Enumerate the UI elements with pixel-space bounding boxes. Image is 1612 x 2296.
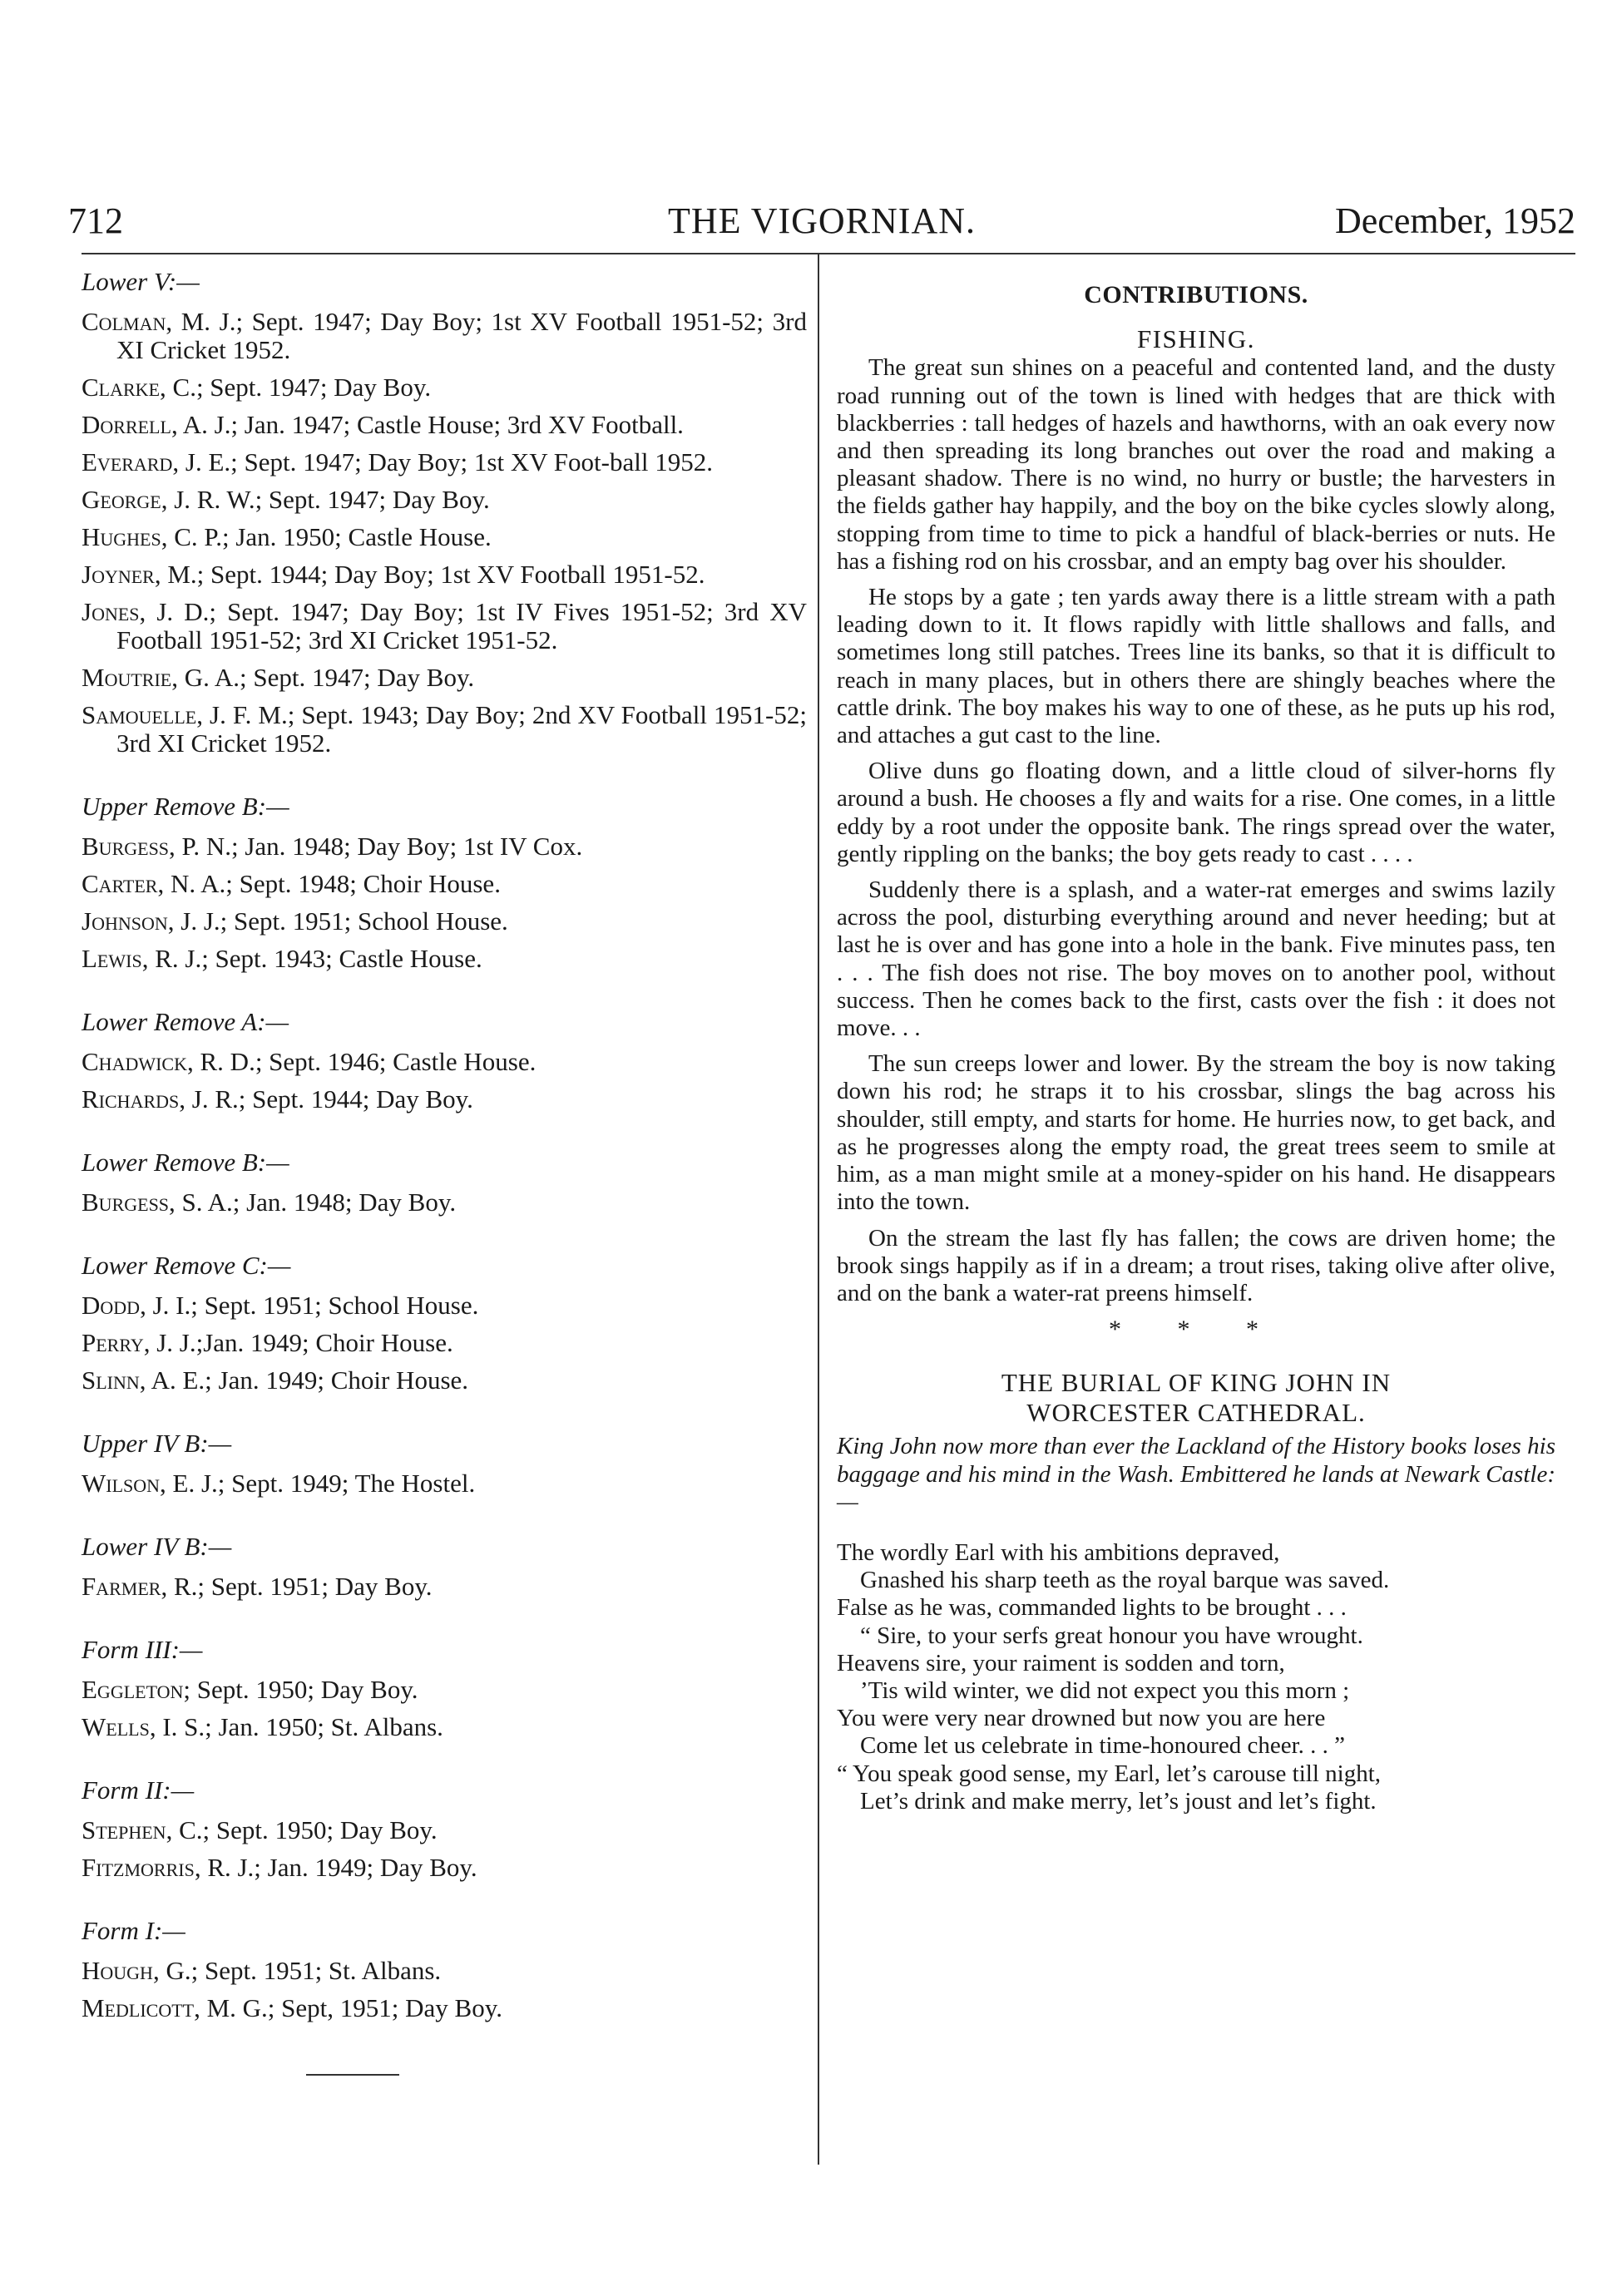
pupil-surname: Joyner: [82, 560, 155, 589]
form-heading: Lower IV B:—: [82, 1532, 232, 1561]
pupil-surname: Farmer: [82, 1572, 161, 1601]
burial-title-line-2: WORCESTER CATHEDRAL.: [1026, 1398, 1366, 1428]
pupil-surname: Wells: [82, 1712, 150, 1741]
article-paragraph: On the stream the last fly has fallen; the cows are driven home; the brook sings happily as if in a dream; a trout rises, taking olive after olive, and on the bank a water-rat preens himself.: [837, 1224, 1555, 1306]
form-section: [82, 1008, 807, 1113]
form-section: [82, 1148, 807, 1217]
pupil-surname: Jones: [82, 597, 140, 626]
pupil-entry: [82, 870, 807, 898]
pupil-details: , R. J.; Jan. 1949; Day Boy.: [194, 1853, 477, 1882]
pupil-details: , M. G.; Sept, 1951; Day Boy.: [194, 1993, 502, 2022]
pupil-details: , R. J.; Sept. 1943; Castle House.: [141, 944, 482, 973]
article-paragraph: The sun creeps lower and lower. By the stream the boy is now taking down his rod; he straps it to his crossbar, slings the bag across his shoulder, still empty, and starts for home. He hurries now, to get back, and as he progresses along the empty road, the great trees seem to smile at him, as a man might smile at a money-spider on his hand. He disappears into the town.: [837, 1050, 1555, 1216]
pupil-surname: Stephen: [82, 1815, 166, 1844]
pupil-surname: Richards: [82, 1084, 180, 1113]
pupil-entry: [82, 1291, 807, 1320]
issue-date: December, 1952: [1334, 200, 1575, 241]
form-heading: Upper IV B:—: [82, 1429, 232, 1458]
pupil-surname: Colman: [82, 307, 166, 336]
pupil-entry: [82, 701, 807, 758]
pupil-details: , S. A.; Jan. 1948; Day Boy.: [169, 1188, 457, 1217]
form-heading: Lower Remove C:—: [82, 1251, 291, 1280]
pupil-surname: Everard: [82, 447, 173, 476]
pupil-details: , J. I.; Sept. 1951; School House.: [140, 1291, 479, 1320]
form-heading: Lower Remove A:—: [82, 1007, 289, 1036]
pupil-surname: Samouelle: [82, 700, 197, 729]
pupil-details: , E. J.; Sept. 1949; The Hostel.: [160, 1469, 476, 1498]
leavers-list: [82, 268, 807, 2057]
pupil-surname: Burgess: [82, 832, 170, 861]
verse-line: Gnashed his sharp teeth as the royal barque was saved.: [860, 1567, 1390, 1594]
form-section: [82, 792, 807, 973]
form-section: [82, 1636, 807, 1741]
burial-title-line-1: THE BURIAL OF KING JOHN IN: [1001, 1368, 1392, 1398]
pupil-surname: Moutrie: [82, 663, 172, 692]
pupil-entry: [82, 560, 807, 589]
fishing-article: [837, 354, 1555, 1307]
pupil-surname: Chadwick: [82, 1047, 187, 1076]
form-heading: Lower Remove B:—: [82, 1148, 289, 1177]
pupil-surname: Perry: [82, 1328, 144, 1357]
burial-title: [837, 1368, 1555, 1428]
pupil-entry: [82, 308, 807, 364]
pupil-details: , M.; Sept. 1944; Day Boy; 1st XV Football 1951-52.: [154, 560, 705, 589]
pupil-details: , J. J.; Sept. 1951; School House.: [167, 906, 508, 936]
pupil-surname: George: [82, 485, 161, 514]
verse-line: Heavens sire, your raiment is sodden and torn,: [837, 1649, 1285, 1676]
header-rule: [82, 253, 1575, 254]
pupil-entry: [82, 1469, 807, 1498]
end-rule: [306, 2074, 399, 2076]
pupil-surname: Clarke: [82, 373, 161, 402]
pupil-details: , J. F. M.; Sept. 1943; Day Boy; 2nd XV Football 1951-52; 3rd XI Cricket 1952.: [116, 700, 807, 758]
pupil-details: , G.; Sept. 1951; St. Albans.: [152, 1956, 442, 1985]
pupil-entry: [82, 832, 807, 861]
pupil-details: , J. R.; Sept. 1944; Day Boy.: [179, 1084, 473, 1113]
pupil-entry: [82, 1816, 807, 1844]
column-divider: [818, 254, 819, 2165]
pupil-surname: Wilson: [82, 1469, 161, 1498]
verse-line: False as he was, commanded lights to be brought . . .: [837, 1594, 1347, 1622]
form-heading: Upper Remove B:—: [82, 792, 289, 821]
pupil-details: , R.; Sept. 1951; Day Boy.: [161, 1572, 433, 1601]
pupil-surname: Medlicott: [82, 1993, 195, 2022]
pupil-details: , J. E.; Sept. 1947; Day Boy; 1st XV Foot-ball 1952.: [172, 447, 713, 476]
pupil-entry: [82, 373, 807, 402]
pupil-entry: [82, 1188, 807, 1217]
pupil-details: , G. A.; Sept. 1947; Day Boy.: [171, 663, 475, 692]
form-heading: Form I:—: [82, 1916, 185, 1945]
pupil-entry: [82, 1854, 807, 1882]
pupil-surname: Johnson: [82, 906, 168, 936]
form-section: [82, 1776, 807, 1882]
pupil-entry: [82, 1366, 807, 1395]
pupil-details: , J. J.;Jan. 1949; Choir House.: [143, 1328, 453, 1357]
pupil-surname: Slinn: [82, 1365, 140, 1395]
pupil-details: , M. J.; Sept. 1947; Day Boy; 1st XV Football 1951-52; 3rd XI Cricket 1952.: [116, 307, 807, 364]
form-section: [82, 1533, 807, 1601]
verse-line: “ You speak good sense, my Earl, let’s carouse till night,: [837, 1760, 1382, 1787]
pupil-entry: [82, 598, 807, 654]
pupil-entry: [82, 411, 807, 439]
fishing-title: FISHING.: [1136, 324, 1256, 354]
form-section: [82, 1252, 807, 1395]
pupil-entry: [82, 1048, 807, 1076]
pupil-entry: [82, 1957, 807, 1985]
poem-verse: [837, 1539, 1555, 1815]
pupil-surname: Eggleton: [82, 1675, 184, 1704]
pupil-details: , I. S.; Jan. 1950; St. Albans.: [149, 1712, 443, 1741]
pupil-details: , N. A.; Sept. 1948; Choir House.: [157, 869, 501, 898]
form-section: [82, 268, 807, 758]
pupil-entry: [82, 486, 807, 514]
pupil-entry: [82, 945, 807, 973]
pupil-details: , J. R. W.; Sept. 1947; Day Boy.: [161, 485, 490, 514]
form-heading: Form II:—: [82, 1775, 195, 1805]
form-section: [82, 1429, 807, 1498]
pupil-entry: [82, 1329, 807, 1357]
pupil-details: , P. N.; Jan. 1948; Day Boy; 1st IV Cox.: [169, 832, 583, 861]
pupil-details: , J. D.; Sept. 1947; Day Boy; 1st IV Fives 1951-52; 3rd XV Football 1951-52; 3rd XI Cricket 1951-52.: [116, 597, 807, 654]
form-heading: Form III:—: [82, 1635, 203, 1664]
journal-title: THE VIGORNIAN.: [667, 200, 977, 241]
pupil-surname: Lewis: [82, 944, 142, 973]
pupil-surname: Dodd: [82, 1291, 141, 1320]
form-section: [82, 1917, 807, 2022]
poem-introduction: King John now more than ever the Lackland of the History books loses his baggage and his mind in the Wash. Embittered he lands at Newark Castle:—: [837, 1433, 1555, 1515]
pupil-details: , R. D.; Sept. 1946; Castle House.: [187, 1047, 537, 1076]
contributions-column: [837, 281, 1555, 1815]
contributions-heading: CONTRIBUTIONS.: [1084, 281, 1308, 309]
pupil-surname: Burgess: [82, 1188, 170, 1217]
pupil-entry: [82, 1713, 807, 1741]
form-heading: Lower V:—: [82, 267, 200, 296]
verse-line: Come let us celebrate in time-honoured cheer. . . ”: [860, 1732, 1346, 1760]
pupil-surname: Carter: [82, 869, 158, 898]
verse-line: ’Tis wild winter, we did not expect you this morn ;: [860, 1676, 1350, 1704]
pupil-entry: [82, 1994, 807, 2022]
pupil-details: , C.; Sept. 1947; Day Boy.: [160, 373, 432, 402]
pupil-details: , A. J.; Jan. 1947; Castle House; 3rd XV Football.: [171, 410, 684, 439]
pupil-surname: Hughes: [82, 522, 161, 551]
page-header: [68, 196, 1575, 246]
article-paragraph: Olive duns go floating down, and a little cloud of silver-horns fly around a bush. He chooses a fly and waits for a rise. One comes, in a little eddy by a root under the opposite bank. The rings spread over the water, gently rippling on the banks; the boy gets ready to cast . . . .: [837, 758, 1555, 867]
pupil-entry: [82, 1676, 807, 1704]
article-paragraph: Suddenly there is a splash, and a water-rat emerges and swims lazily across the pool, disturbing everything around and never heeding; but at last he is over and has gone into a hole in the bank. Five minutes pass, ten . . . The fish does not rise. The boy moves on to another pool, without success. Then he comes back to the first, casts over the fish : it does not move. . .: [837, 876, 1555, 1042]
pupil-surname: Hough: [82, 1956, 153, 1985]
verse-line: You were very near drowned but now you are here: [837, 1705, 1326, 1732]
section-separator-stars: * * *: [1109, 1316, 1283, 1344]
verse-line: Let’s drink and make merry, let’s joust and let’s fight.: [860, 1787, 1377, 1815]
pupil-details: , A. E.; Jan. 1949; Choir House.: [139, 1365, 469, 1395]
pupil-surname: Dorrell: [82, 410, 171, 439]
pupil-details: ; Sept. 1950; Day Boy.: [183, 1675, 418, 1704]
pupil-entry: [82, 664, 807, 692]
article-paragraph: The great sun shines on a peaceful and contented land, and the dusty road running out of the town is lined with hedges that are thick with blackberries : tall hedges of hazels and hawthorns, with an oak every now and then spreading its long branches out over the road and making a pleasant shadow. There is no wind, no hurry or bustle; the harvesters in the fields gather hay happily, and the boy on the bike cycles slowly along, stopping from time to time to pick a handful of black-berries or nuts. He has a fishing rod on his crossbar, and an empty bag over his shoulder.: [837, 354, 1555, 575]
pupil-details: , C. P.; Jan. 1950; Castle House.: [161, 522, 492, 551]
pupil-entry: [82, 523, 807, 551]
verse-line: “ Sire, to your serfs great honour you have wrought.: [860, 1622, 1363, 1649]
pupil-entry: [82, 1573, 807, 1601]
verse-line: The wordly Earl with his ambitions depraved,: [837, 1538, 1280, 1566]
pupil-entry: [82, 1085, 807, 1113]
page-number: 712: [68, 200, 123, 241]
pupil-details: , C.; Sept. 1950; Day Boy.: [166, 1815, 438, 1844]
article-paragraph: He stops by a gate ; ten yards away there is a little stream with a path leading down to it. It flows rapidly with little shallows and falls, and sometimes long still patches. Trees line its banks, so that it is difficult to reach in many places, but in others there are shingly beaches where the cattle drink. The boy makes his way to one of these, as he puts up his rod, and attaches a gut cast to the line.: [837, 584, 1555, 749]
pupil-entry: [82, 448, 807, 476]
pupil-entry: [82, 907, 807, 936]
pupil-surname: Fitzmorris: [82, 1853, 195, 1882]
